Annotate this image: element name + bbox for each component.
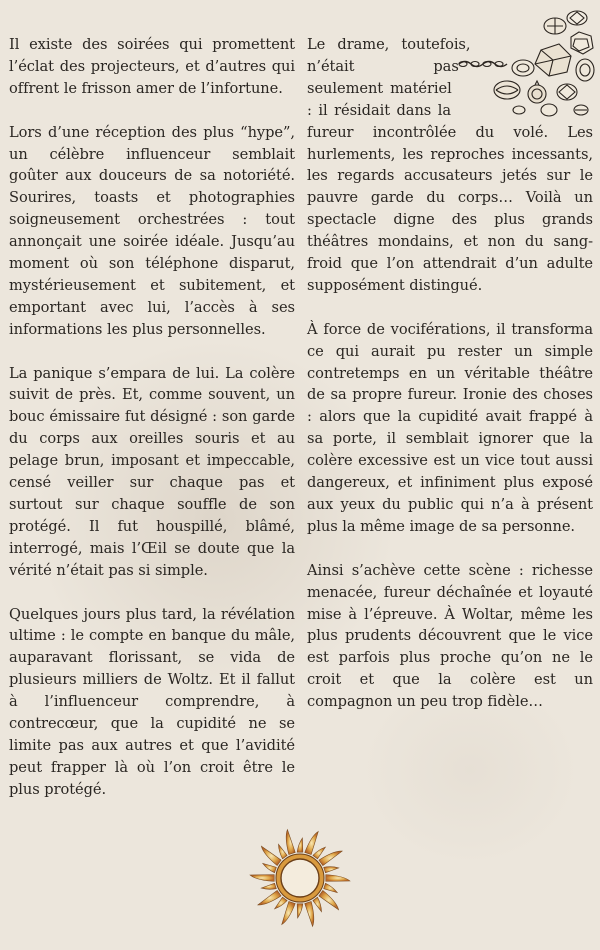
- article-left-column: [9, 34, 295, 823]
- sun-ray: [324, 883, 338, 892]
- sun-ray: [326, 875, 350, 882]
- sun-ray: [297, 904, 303, 918]
- paragraph-fury: À force de vociférations, il transforma ce qui aurait pu rester un simple contretemps en un véritable théâtre de sa propre fureur. Ironie des choses : alors que la cupidité avait frappé à sa porte, il semblait ignorer que la colère excessive est un vice tout aussi dangereux, et infiniment plus exposé aux yeux du public qui n’a à présent plus la même image de sa personne.: [307, 320, 593, 535]
- sun-ray: [258, 890, 281, 905]
- sun-ray: [250, 875, 274, 882]
- sun-ray: [319, 851, 342, 866]
- sun-ray: [324, 867, 339, 873]
- sun-ray: [261, 883, 276, 889]
- article-right-column: [307, 34, 593, 735]
- sun-ornament-icon: [248, 826, 352, 930]
- paragraph-drama: Le drame, toutefois, n’était pas seulement matériel : il résidait dans la fureur incontrôlée du volé. Les hurlements, les reproches incessants, les regards accusateurs jetés sur le pauvre garde du corps… Voilà un spectacle digne des plus grands théâtres mondains, et non du sang-froid que l’on attendrait d’un adulte supposément distingué.: [307, 36, 593, 294]
- sun-ray: [278, 844, 287, 858]
- sun-ray: [313, 897, 322, 911]
- paragraph-revelation: Quelques jours plus tard, la révélation ultime : le compte en banque du mâle, auparavant florissant, se vida de plusieurs milliers de Woltz. Et il fallut à l’influenceur comprendre, à contrecœur, que la cupidité ne se limite pas aux autres et que l’avidité peut frapper là où l’on croit être le plus protégé.: [9, 605, 295, 798]
- paragraph-conclusion: Ainsi s’achève cette scène : richesse menacée, fureur déchaînée et loyauté mise à l’épreuve. À Woltar, même les plus prudents découvrent que le vice est parfois plus proche qu’on ne le croit et que la colère est un compagnon un peu trop fidèle…: [307, 561, 593, 711]
- coins-and-jewels-sketch-icon: [455, 6, 593, 102]
- sun-ray: [286, 830, 295, 855]
- sun-ray: [263, 863, 277, 872]
- sun-ray: [282, 901, 296, 924]
- sun-ray: [305, 901, 314, 926]
- paragraph-reception: Lors d’une réception des plus “hype”, un célèbre influenceur semblait goûter aux douceurs de sa notoriété. Sourires, toasts et photographies soigneusement orchestrées : tout annonçait une soirée idéale. Jusqu’au moment où son téléphone disparut, mystérieusement et subitement, et emportant avec lui, l’accès à ses informations les plus personnelles.: [9, 123, 295, 338]
- sun-ray: [261, 846, 281, 865]
- sun-ray: [297, 838, 303, 852]
- paragraph-intro: Il existe des soirées qui promettent l’éclat des projecteurs, et d’autres qui offrent le frisson amer de l’infortune.: [9, 36, 295, 97]
- sun-ray: [319, 890, 339, 909]
- paragraph-panic: La panique s’empara de lui. La colère suivit de près. Et, comme souvent, un bouc émissaire fut désigné : son garde du corps aux oreilles souris et au pelage brun, imposant et impeccable, censé veiller sur chaque pas et surtout sur chaque souffle de son protégé. Il fut houspillé, blâmé, interrogé, mais l’Œil se doute que la vérité n’était pas si simple.: [9, 364, 295, 579]
- sun-ray: [305, 831, 319, 854]
